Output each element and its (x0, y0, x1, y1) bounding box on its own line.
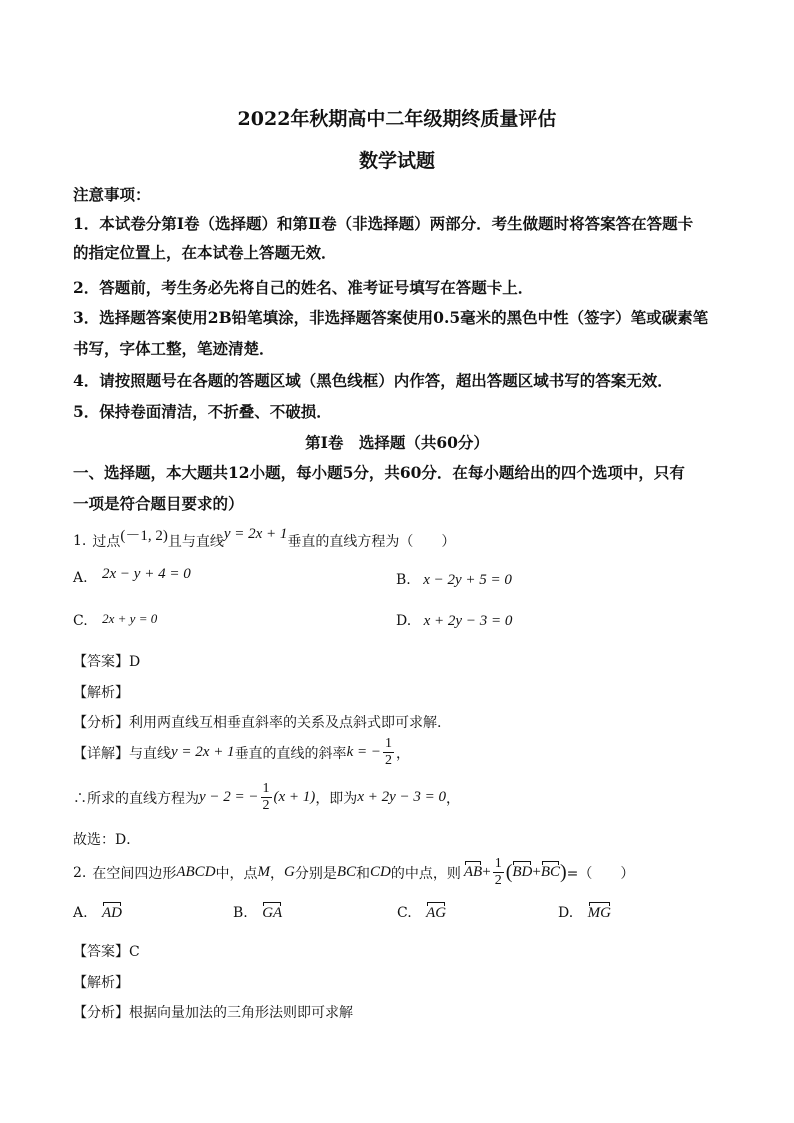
notes-heading: 注意事项： (73, 185, 151, 204)
question-1-number: 1. (73, 532, 87, 549)
q1-choose: 故选：D． (73, 832, 141, 848)
vector-bc: BC (540, 864, 560, 880)
answer-tag: 【答案】 (73, 654, 129, 670)
answer-tag: 【答案】 (73, 944, 129, 960)
question-2-text-3: ， (270, 865, 285, 882)
question-2-text: 在空间四边形 (92, 865, 177, 882)
question-2-number: 2. (73, 864, 87, 881)
question-2-text-4: 分别是 (294, 865, 337, 882)
plus-sign-2: + (532, 864, 541, 880)
right-paren: ) (560, 861, 567, 883)
question-2-text-2: 中，点 (215, 865, 258, 882)
option-label: D. (558, 905, 574, 921)
note-2: 2．答题前，考生务必先将自己的姓名、准考证号填写在答题卡上． (73, 278, 534, 297)
page-subtitle: 数学试题 (358, 150, 435, 172)
question-1-text-3: 垂直的直线方程为（ ） (287, 533, 456, 550)
option-expr: AD (102, 905, 123, 921)
solution-equation-2: (x + 1) (273, 789, 316, 805)
option-expr: AG (426, 905, 447, 921)
option-expr: GA (262, 905, 283, 921)
fraction-denominator: 2 (384, 753, 392, 768)
q1-solution (73, 782, 460, 813)
solution-text: ∴所求的直线方程为 (73, 790, 199, 807)
q2-option-d (558, 905, 611, 922)
question-1 (73, 526, 456, 551)
half-fraction (493, 857, 504, 888)
vector-ab: AB (463, 864, 483, 880)
q1-analysis-tag: 【解析】 (73, 685, 129, 701)
option-expr: MG (587, 905, 611, 921)
q2-analysis-tag: 【解析】 (73, 975, 129, 991)
option-label: B. (233, 905, 248, 921)
question-1-point: (－1, 2) (120, 528, 168, 544)
option-label: A. (73, 570, 88, 586)
fraction-denominator: 2 (262, 798, 270, 813)
q1-option-b (396, 572, 512, 589)
fraction-numerator: 1 (384, 736, 392, 751)
option-expr: x − 2y + 5 = 0 (423, 572, 512, 588)
q2-cd: CD (370, 864, 391, 880)
option-expr: x + 2y − 3 = 0 (423, 613, 513, 629)
q2-point-m: M (257, 864, 271, 880)
note-3-line-1: 3．选择题答案使用2B铅笔填涂，非选择题答案使用0.5毫米的黑色中性（签字）笔或碳素笔 (73, 308, 709, 327)
q1-option-a (73, 566, 191, 587)
solution-equation-1: y − 2 = − (199, 789, 259, 805)
xiangjie-slope: k = − (346, 744, 381, 760)
q2-option-b (233, 905, 282, 922)
option-label: D. (396, 613, 412, 629)
option-label: C. (73, 613, 88, 629)
fraction-numerator: 1 (262, 781, 270, 796)
xiangjie-line-equation: y = 2x + 1 (171, 744, 235, 760)
xiangjie-text: 与直线 (129, 745, 171, 762)
q2-abcd: ABCD (176, 864, 216, 880)
q1-option-d (396, 613, 512, 630)
fraction-numerator: 1 (494, 856, 502, 871)
solution-equation-3: x + 2y − 3 = 0 (357, 789, 446, 805)
option-expr: 2x + y = 0 (102, 611, 158, 626)
xiangjie-tag: 【详解】 (73, 745, 129, 762)
q2-option-a (73, 905, 122, 922)
xiangjie-fraction (383, 737, 394, 768)
note-1-line-1: 1．本试卷分第Ⅰ卷（选择题）和第Ⅱ卷（非选择题）两部分．考生做题时将答案答在答题卡 (73, 214, 694, 233)
option-label: A. (73, 905, 88, 921)
q2-point-g: G (284, 864, 295, 880)
answer-value: C (129, 944, 140, 960)
solution-text-3: ， (446, 790, 460, 807)
question-1-line-equation: y = 2x + 1 (223, 526, 288, 542)
note-3-line-2: 书写，字体工整，笔迹清楚． (73, 339, 275, 358)
fenxi-tag: 【分析】 (73, 715, 129, 731)
q2-answer (73, 941, 140, 961)
q1-fenxi (73, 712, 441, 732)
question-2-text-6: 的中点，则 (390, 865, 461, 882)
question-2-text-5: 和 (356, 865, 371, 882)
xiangjie-text-2: 垂直的直线的斜率 (234, 745, 347, 762)
option-label: C. (397, 905, 412, 921)
vector-bd: BD (512, 864, 533, 880)
fenxi-text: 利用两直线互相垂直斜率的关系及点斜式即可求解. (129, 715, 442, 731)
solution-text-2: ，即为 (315, 790, 358, 807)
question-1-text: 过点 (92, 533, 121, 550)
page-title: 2022年秋期高中二年级期终质量评估 (237, 108, 557, 130)
section-intro-line-1: 一、选择题，本大题共12小题，每小题5分，共60分．在每小题给出的四个选项中，只有 (73, 463, 685, 482)
left-paren: ( (505, 861, 513, 883)
q2-fenxi (73, 1002, 353, 1022)
q1-xiangjie (73, 737, 410, 768)
q2-bc: BC (336, 864, 357, 880)
answer-value: D (129, 654, 141, 670)
note-5: 5．保持卷面清洁，不折叠、不破损． (73, 402, 332, 421)
option-label: B. (396, 572, 411, 588)
q2-option-c (397, 905, 446, 922)
xiangjie-end: ， (395, 745, 410, 762)
q1-option-c (73, 613, 157, 629)
solution-fraction (261, 782, 272, 813)
question-1-text-2: 且与直线 (167, 533, 224, 550)
fenxi-text: 根据向量加法的三角形法则即可求解 (129, 1005, 353, 1021)
option-expr: 2x − y + 4 = 0 (102, 566, 191, 582)
fraction-denominator: 2 (494, 873, 502, 888)
note-4: 4．请按照题号在各题的答题区域（黑色线框）内作答，超出答题区域书写的答案无效． (73, 371, 673, 390)
plus-sign: + (482, 864, 491, 880)
q1-answer (73, 651, 140, 671)
fenxi-tag: 【分析】 (73, 1005, 129, 1021)
question-2-text-7: =（ ） (566, 865, 635, 882)
section-intro-line-2: 一项是符合题目要求的） (73, 494, 244, 513)
question-2 (73, 857, 634, 888)
section-title: 第Ⅰ卷 选择题（共60分） (305, 433, 489, 452)
note-1-line-2: 的指定位置上，在本试卷上答题无效． (73, 243, 337, 262)
